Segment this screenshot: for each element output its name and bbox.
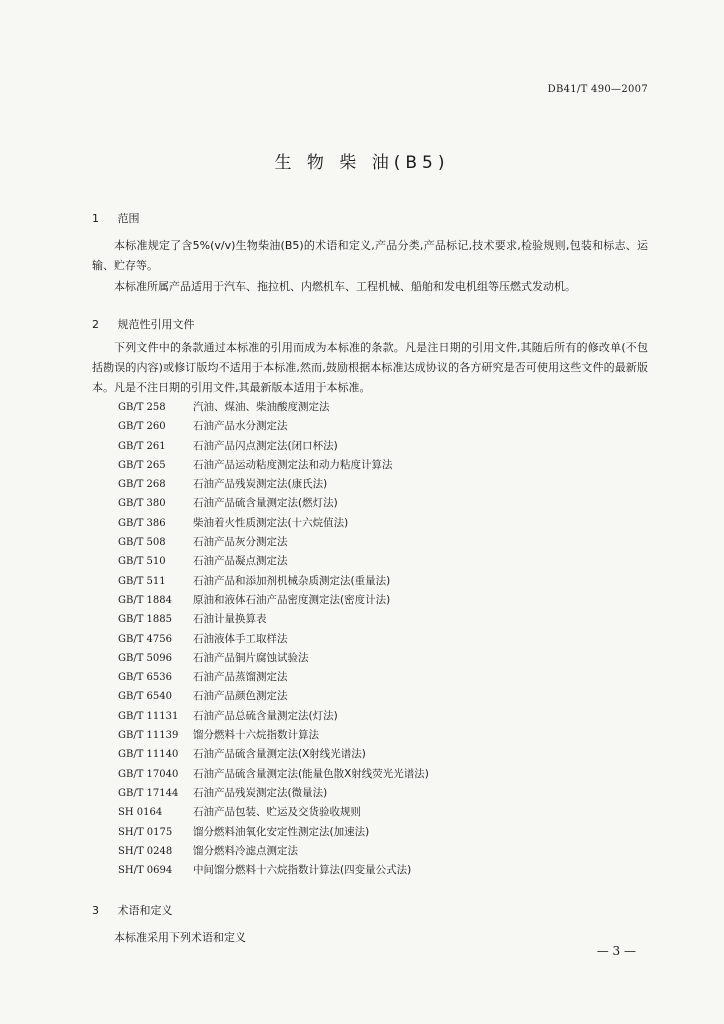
- list-item: [118, 784, 638, 803]
- list-item: [118, 514, 638, 533]
- reference-title: 石油产品铜片腐蚀试验法: [193, 651, 309, 664]
- reference-title: 石油液体手工取样法: [193, 632, 288, 645]
- reference-code: GB/T 1884: [118, 594, 173, 606]
- list-item: [118, 668, 638, 687]
- reference-code: GB/T 386: [118, 517, 166, 529]
- reference-code: SH 0164: [118, 807, 163, 819]
- reference-title: 石油产品水分测定法: [193, 420, 288, 433]
- section-title: 规范性引用文件: [117, 318, 195, 331]
- list-item: [118, 765, 638, 784]
- section-3-heading: [92, 902, 173, 918]
- reference-title: 石油产品运动粘度测定法和动力粘度计算法: [193, 458, 393, 471]
- reference-title: 石油计量换算表: [193, 613, 267, 626]
- terms-definitions-paragraph: 本标准采用下列术语和定义: [114, 931, 246, 944]
- list-item: [118, 842, 638, 861]
- list-item: [118, 533, 638, 552]
- list-item: [118, 726, 638, 745]
- list-item: [118, 707, 638, 726]
- list-item: [118, 437, 638, 456]
- reference-code: GB/T 268: [118, 479, 166, 491]
- list-item: [118, 572, 638, 591]
- section-title: 范围: [117, 212, 140, 225]
- standard-number: DB41/T 490—2007: [547, 84, 648, 95]
- reference-title: 石油产品蒸馏测定法: [193, 671, 288, 684]
- reference-code: GB/T 510: [118, 556, 166, 568]
- section-title: 术语和定义: [117, 904, 173, 917]
- reference-code: GB/T 508: [118, 537, 166, 549]
- reference-title: 柴油着火性质测定法(十六烷值法): [193, 516, 349, 529]
- section-number: 2: [92, 318, 99, 331]
- reference-list: [118, 398, 638, 880]
- reference-code: GB/T 4756: [118, 633, 173, 645]
- reference-code: GB/T 17040: [118, 768, 179, 780]
- reference-code: GB/T 260: [118, 421, 166, 433]
- reference-title: 石油产品灰分测定法: [193, 536, 288, 549]
- reference-title: 原油和液体石油产品密度测定法(密度计法): [193, 593, 391, 606]
- reference-code: GB/T 6540: [118, 691, 173, 703]
- reference-title: 石油产品残炭测定法(微量法): [193, 786, 328, 799]
- reference-code: GB/T 265: [118, 459, 166, 471]
- list-item: [118, 630, 638, 649]
- reference-title: 石油产品硫含量测定法(能量色散X射线荧光光谱法): [193, 767, 429, 780]
- reference-code: GB/T 11131: [118, 710, 179, 722]
- list-item: [118, 610, 638, 629]
- reference-title: 石油产品总硫含量测定法(灯法): [193, 709, 338, 722]
- reference-title: 石油产品闪点测定法(闭口杯法): [193, 439, 338, 452]
- reference-title: 馏分燃料油氧化安定性测定法(加速法): [193, 825, 370, 838]
- scope-paragraph-2: 本标准所属产品适用于汽车、拖拉机、内燃机车、工程机械、船舶和发电机组等压燃式发动机。: [114, 280, 576, 293]
- list-item: [118, 475, 638, 494]
- list-item: [118, 803, 638, 822]
- reference-code: GB/T 511: [118, 575, 166, 587]
- reference-title: 馏分燃料十六烷指数计算法: [193, 729, 319, 742]
- document-title: 生 物 柴 油(B5): [274, 153, 450, 173]
- reference-title: 石油产品凝点测定法: [193, 555, 288, 568]
- reference-code: GB/T 261: [118, 440, 166, 452]
- reference-code: SH/T 0694: [118, 865, 173, 877]
- reference-code: GB/T 5096: [118, 652, 173, 664]
- list-item: [118, 552, 638, 571]
- section-number: 1: [92, 212, 99, 225]
- list-item: [118, 745, 638, 764]
- list-item: [118, 417, 638, 436]
- reference-code: GB/T 11139: [118, 730, 179, 742]
- reference-code: GB/T 1885: [118, 614, 173, 626]
- reference-title: 中间馏分燃料十六烷指数计算法(四变量公式法): [193, 864, 412, 877]
- section-number: 3: [92, 904, 99, 917]
- reference-title: 石油产品包装、贮运及交货验收规则: [193, 806, 361, 819]
- section-1-heading: [92, 210, 140, 226]
- list-item: [118, 861, 638, 880]
- reference-code: SH/T 0248: [118, 845, 173, 857]
- list-item: [118, 456, 638, 475]
- reference-code: GB/T 11140: [118, 749, 179, 761]
- reference-code: SH/T 0175: [118, 826, 173, 838]
- list-item: [118, 687, 638, 706]
- reference-title: 汽油、煤油、柴油酸度测定法: [193, 401, 330, 413]
- reference-code: GB/T 258: [118, 402, 166, 413]
- list-item: [118, 591, 638, 610]
- reference-title: 石油产品和添加剂机械杂质测定法(重量法): [193, 574, 391, 587]
- reference-code: GB/T 380: [118, 498, 166, 510]
- list-item: [118, 398, 638, 417]
- normative-references-paragraph: 下列文件中的条款通过本标准的引用而成为本标准的条款。凡是注日期的引用文件,其随后所有的修改单(不包括勘误的内容)或修订版均不适用于本标准,然而,鼓励根据本标准达成协议的各方研究是否可使用这些文件的最新版本。凡是不注日期的引用文件,其最新版本适用于本标准。: [92, 341, 648, 394]
- page-number: — 3 —: [596, 944, 636, 958]
- reference-title: 馏分燃料冷滤点测定法: [193, 844, 298, 857]
- scope-paragraph-1: 本标准规定了含5%(v/v)生物柴油(B5)的术语和定义,产品分类,产品标记,技术要求,检验规则,包装和标志、运输、贮存等。: [92, 239, 648, 272]
- reference-title: 石油产品残炭测定法(康氏法): [193, 478, 328, 491]
- list-item: [118, 494, 638, 513]
- list-item: [118, 649, 638, 668]
- section-2-heading: [92, 316, 195, 332]
- reference-title: 石油产品硫含量测定法(燃灯法): [193, 497, 338, 510]
- reference-title: 石油产品硫含量测定法(X射线光谱法): [193, 748, 366, 761]
- reference-code: GB/T 6536: [118, 672, 173, 684]
- reference-title: 石油产品颜色测定法: [193, 690, 288, 703]
- reference-code: GB/T 17144: [118, 787, 179, 799]
- list-item: [118, 823, 638, 842]
